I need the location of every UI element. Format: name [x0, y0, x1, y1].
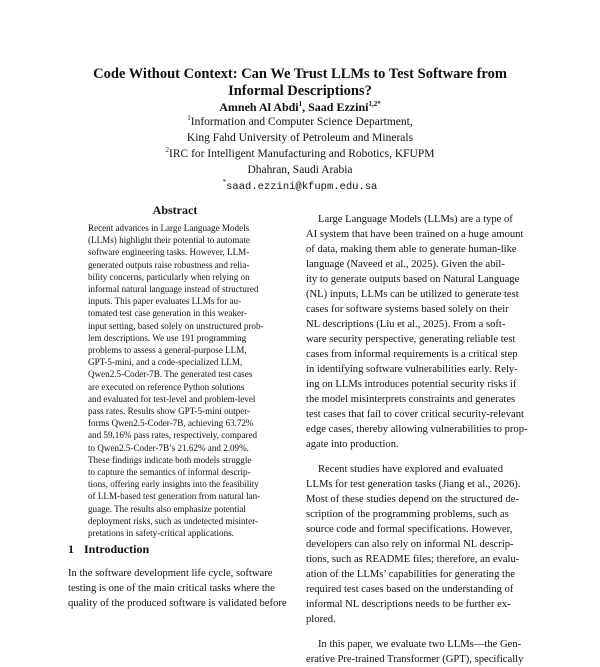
body-line: in identifying software vulnerabilities early. Rely- [306, 364, 518, 375]
affiliation-1-mark: 1 [187, 114, 191, 123]
right-column [306, 212, 533, 667]
body-line: ware security perspective, generating reliable test [306, 334, 516, 345]
body-line: of data, making them able to generate human-like [306, 244, 517, 255]
body-line: (NL) inputs, LLMs can be utilized to generate test [306, 289, 519, 300]
section-title: Introduction [84, 542, 150, 556]
paragraph-2 [306, 462, 533, 627]
paragraph-3 [306, 637, 533, 667]
body-line: In this paper, we evaluate two LLMs—the Gen- [318, 639, 522, 650]
abstract-line: tomated test case generation in this weaker- [88, 308, 247, 319]
abstract-line: These findings indicate both models struggle [88, 454, 252, 465]
abstract-line: are executed on reference Python solutions [88, 381, 245, 392]
body-line: ity to generate outputs based on Natural Language [306, 274, 520, 285]
paragraph-1 [306, 212, 533, 452]
abstract-line: bility concerns, particularly when relying on [88, 271, 250, 282]
body-line: ing on LLMs introduces potential security risks if [306, 379, 517, 390]
introduction-body [68, 566, 294, 611]
affiliation-1-line-2: King Fahd University of Petroleum and Minerals [186, 132, 414, 144]
affiliation-1-line-1 [40, 114, 560, 130]
abstract-line: pass rates. Results show GPT-5-mini outper- [88, 406, 251, 417]
body-line: ation of the LLMs’ capabilities for generating the [306, 569, 515, 580]
affiliation-2-line-2: Dhahran, Saudi Arabia [247, 164, 353, 176]
body-line: Large Language Models (LLMs) are a type of [318, 214, 513, 225]
body-line: source code and formal specifications. However, [306, 524, 513, 535]
corresponding-email-line [40, 178, 560, 195]
author-list [40, 99, 560, 115]
author-name-2: Saad Ezzini [308, 100, 369, 114]
body-line: scription of the programming problems, such as [306, 509, 509, 520]
abstract-line: forms Qwen2.5-Coder-7B, achieving 63.72% [88, 418, 254, 429]
affiliation-2-line-1 [40, 146, 560, 162]
abstract-line: tions, offering early insights into the feasibility [88, 479, 259, 490]
abstract-line: Recent advances in Large Language Models [88, 223, 250, 233]
title-line-1: Code Without Context: Can We Trust LLMs to Test Software from [93, 66, 507, 82]
body-line: plored. [306, 614, 336, 625]
abstract-line: to capture the semantics of informal descrip- [88, 467, 251, 478]
abstract-line: to Qwen2.5-Coder-7B’s 21.62% and 2.09%. [88, 442, 249, 453]
abstract-body [88, 222, 274, 539]
abstract-line: guage. The results also emphasize potential [88, 503, 246, 514]
body-line: informal NL descriptions needs to be further ex- [306, 599, 511, 610]
abstract-line: informal natural language instead of structured [88, 284, 259, 295]
author-2-affil-mark: 1,2* [368, 100, 381, 108]
body-line: LLMs for test generation tasks (Jiang et al., 2026). [306, 479, 521, 490]
intro-line: testing is one of the main critical tasks where the [68, 583, 275, 594]
abstract-line: inputs. This paper evaluates LLMs for au- [88, 296, 242, 307]
author-name-1: Amneh Al Abdi [219, 100, 299, 114]
corresponding-mark: * [222, 178, 227, 187]
abstract-line: input setting, based solely on unstructured prob- [88, 320, 264, 331]
intro-line: In the software development life cycle, software [68, 568, 273, 579]
affiliations [40, 114, 560, 195]
abstract-heading: Abstract [152, 203, 198, 217]
paragraph-spacer [306, 452, 533, 462]
body-line: agate into production. [306, 439, 399, 450]
title-line-2: Informal Descriptions? [228, 83, 372, 99]
body-line: tions, such as README files; therefore, an evalu- [306, 554, 520, 565]
affiliation-2-mark: 2 [165, 146, 170, 155]
abstract-line: generated outputs raise robustness and relia- [88, 259, 250, 270]
corresponding-email[interactable]: saad.ezzini@kfupm.edu.sa [226, 181, 378, 193]
body-line: required test cases based on the understanding of [306, 584, 514, 595]
abstract-line: and evaluated for test-level and problem-level [88, 393, 256, 404]
author-1-affil-mark: 1 [298, 100, 303, 108]
body-line: NL descriptions (Liu et al., 2025). From a soft- [306, 319, 506, 330]
body-line: developers can also rely on informal NL descrip- [306, 539, 514, 550]
paper-title [40, 66, 560, 100]
abstract-line: (LLMs) highlight their potential to automate [88, 235, 250, 246]
body-line: Most of these studies depend on the structured de- [306, 494, 520, 505]
abstract-line: Qwen2.5-Coder-7B. The generated test cases [88, 369, 253, 380]
body-line: Recent studies have explored and evaluated [318, 464, 504, 475]
body-line: cases from informal requirements is a critical step [306, 349, 518, 360]
body-line: erative Pre-trained Transformer (GPT), specifically [306, 654, 524, 665]
body-line: the model misinterprets constraints and generates [306, 394, 516, 405]
abstract-line: pretations in safety-critical applications. [88, 528, 234, 539]
abstract-line: and 59.16% pass rates, respectively, compared [88, 430, 258, 441]
body-line: test cases that fail to cover critical security-relevant [306, 409, 524, 420]
abstract-line: of LLM-based test generation from natural lan- [88, 491, 261, 502]
intro-line: quality of the produced software is validated before [68, 598, 287, 609]
introduction-heading [68, 542, 149, 557]
abstract-line: problems to assess a general-purpose LLM, [88, 345, 247, 356]
author-separator: , [302, 100, 309, 114]
body-line: language (Naveed et al., 2025). Given the abil- [306, 259, 505, 270]
body-line: cases for software systems based solely on their [306, 304, 509, 315]
affiliation-2-institute: IRC for Intelligent Manufacturing and Robotics, KFUPM [169, 148, 435, 160]
body-line: AI system that have been trained on a huge amount [306, 229, 524, 240]
abstract-line: GPT-5-mini, and a code-specialized LLM, [88, 357, 243, 368]
abstract-line: software engineering tasks. However, LLM- [88, 247, 250, 258]
affiliation-1-department: Information and Computer Science Department, [190, 116, 413, 128]
abstract-line: deployment risks, such as undetected misinter- [88, 515, 259, 526]
body-line: edge cases, thereby allowing vulnerabilities to prop- [306, 424, 528, 435]
section-number: 1 [68, 542, 74, 556]
abstract-line: lem descriptions. We use 191 programming [88, 332, 247, 343]
paragraph-spacer [306, 627, 533, 637]
